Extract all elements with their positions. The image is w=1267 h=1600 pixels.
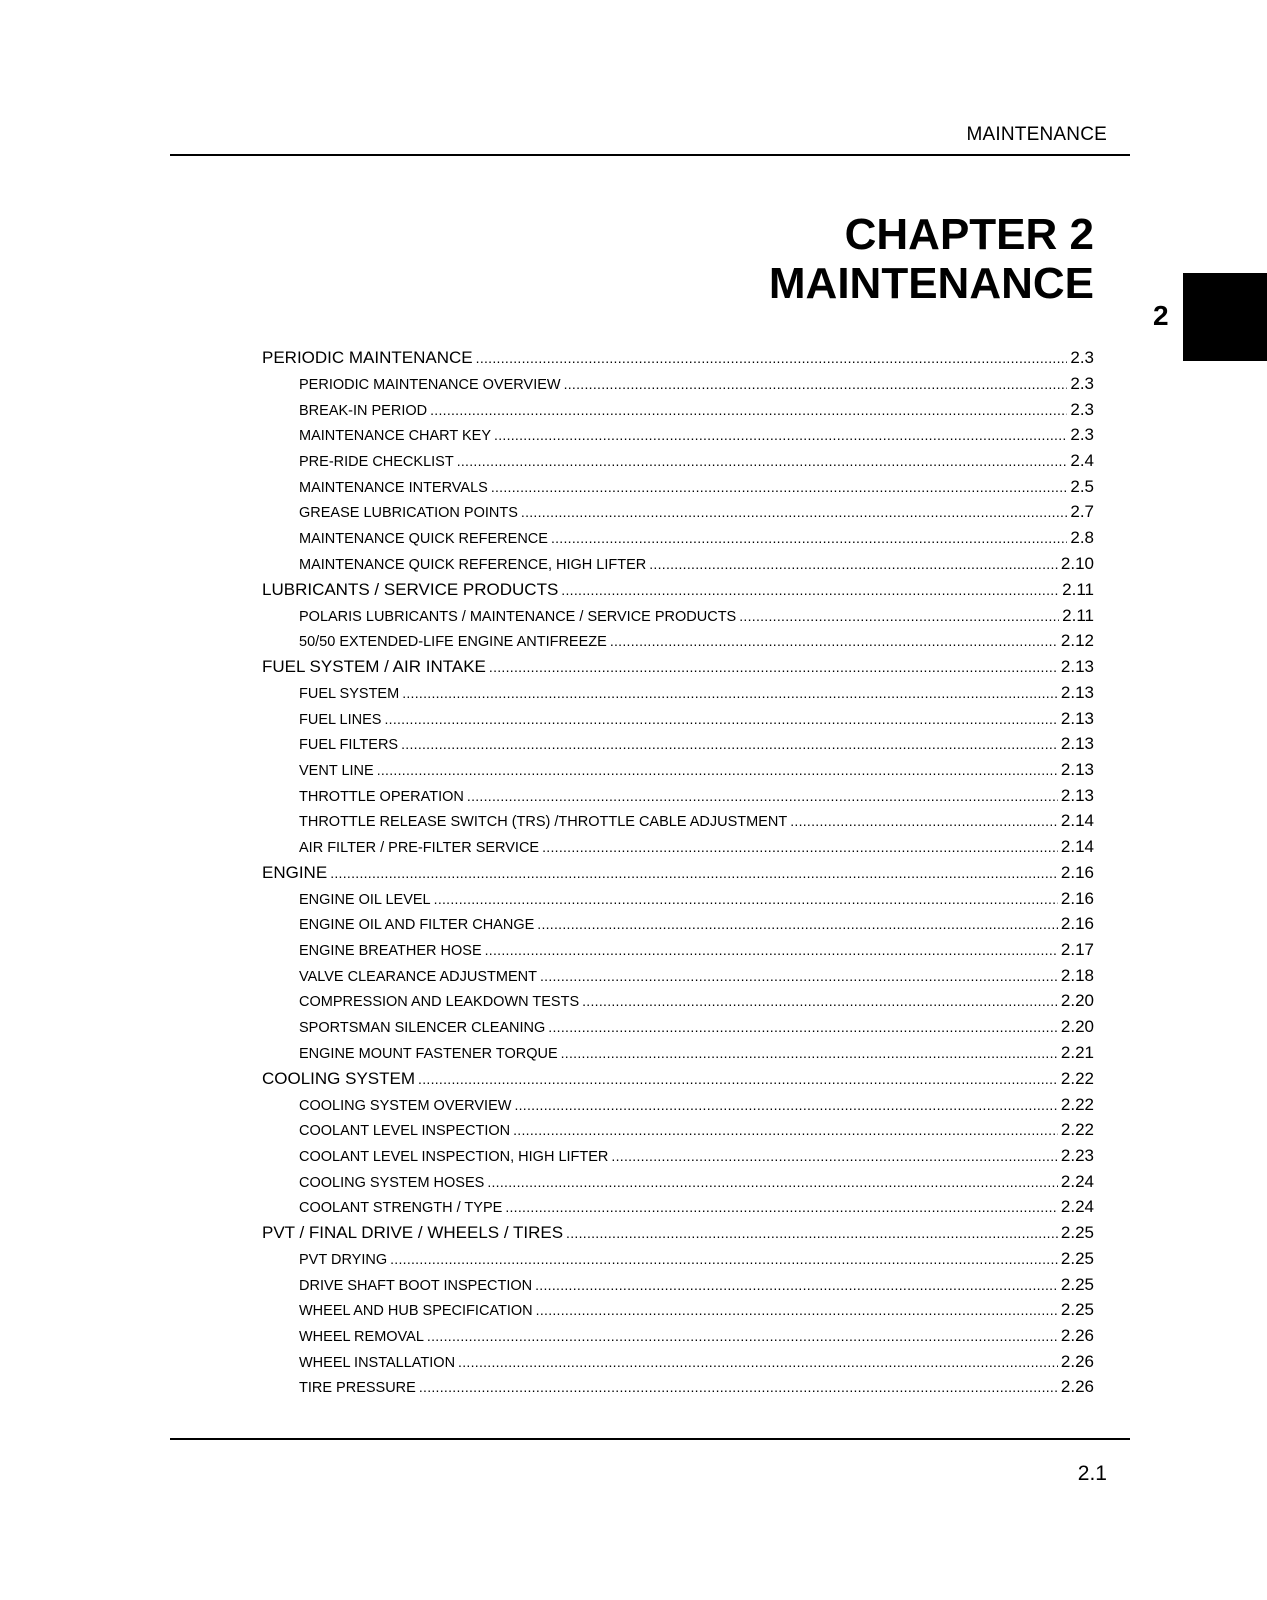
toc-entry-page: 2.25 bbox=[1060, 1300, 1094, 1320]
toc-subsection-entry[interactable] bbox=[262, 837, 1094, 863]
toc-dot-leader bbox=[536, 1302, 1058, 1319]
toc-entry-page: 2.25 bbox=[1060, 1248, 1094, 1268]
toc-dot-leader bbox=[330, 863, 1058, 883]
toc-subsection-entry[interactable] bbox=[262, 1275, 1094, 1301]
toc-subsection-entry[interactable] bbox=[262, 966, 1094, 992]
toc-entry-page: 2.20 bbox=[1060, 1017, 1094, 1037]
toc-subsection-entry[interactable] bbox=[262, 1172, 1094, 1198]
toc-entry-page: 2.13 bbox=[1060, 656, 1094, 676]
toc-entry-title: FUEL SYSTEM / AIR INTAKE bbox=[262, 656, 486, 676]
toc-dot-leader bbox=[434, 891, 1058, 908]
toc-dot-leader bbox=[384, 711, 1057, 728]
toc-entry-page: 2.22 bbox=[1060, 1094, 1094, 1114]
toc-entry-page: 2.13 bbox=[1060, 759, 1094, 779]
toc-entry-title: FUEL SYSTEM bbox=[299, 685, 400, 702]
toc-dot-leader bbox=[427, 1328, 1058, 1345]
toc-entry-title: SPORTSMAN SILENCER CLEANING bbox=[299, 1020, 546, 1037]
toc-subsection-entry[interactable] bbox=[262, 1326, 1094, 1352]
toc-dot-leader bbox=[551, 530, 1067, 547]
toc-entry-title: VENT LINE bbox=[299, 762, 374, 779]
running-header: MAINTENANCE bbox=[966, 124, 1107, 145]
toc-subsection-entry[interactable] bbox=[262, 1197, 1094, 1223]
toc-entry-title: THROTTLE OPERATION bbox=[299, 788, 464, 805]
toc-dot-leader bbox=[564, 376, 1068, 393]
toc-subsection-entry[interactable] bbox=[262, 811, 1094, 837]
chapter-name-line: MAINTENANCE bbox=[768, 259, 1094, 308]
toc-subsection-entry[interactable] bbox=[262, 400, 1094, 426]
toc-entry-title: MAINTENANCE CHART KEY bbox=[299, 428, 492, 445]
toc-entry-title: COMPRESSION AND LEAKDOWN TESTS bbox=[299, 994, 580, 1011]
toc-dot-leader bbox=[540, 968, 1058, 985]
toc-subsection-entry[interactable] bbox=[262, 502, 1094, 528]
toc-subsection-entry[interactable] bbox=[262, 606, 1094, 632]
toc-entry-title: COOLANT STRENGTH / TYPE bbox=[299, 1200, 503, 1217]
toc-dot-leader bbox=[487, 1174, 1058, 1191]
chapter-tab-marker bbox=[1183, 273, 1267, 361]
toc-entry-page: 2.13 bbox=[1060, 785, 1094, 805]
toc-subsection-entry[interactable] bbox=[262, 554, 1094, 580]
toc-entry-title: ENGINE MOUNT FASTENER TORQUE bbox=[299, 1045, 558, 1062]
toc-subsection-entry[interactable] bbox=[262, 914, 1094, 940]
toc-entry-title: LUBRICANTS / SERVICE PRODUCTS bbox=[262, 579, 559, 599]
toc-dot-leader bbox=[790, 813, 1058, 830]
table-of-contents bbox=[262, 348, 1094, 1403]
toc-entry-page: 2.22 bbox=[1060, 1068, 1094, 1088]
toc-entry-page: 2.14 bbox=[1060, 811, 1094, 831]
toc-dot-leader bbox=[610, 633, 1058, 650]
toc-entry-title: COOLING SYSTEM HOSES bbox=[299, 1174, 485, 1191]
toc-dot-leader bbox=[418, 1069, 1058, 1089]
toc-dot-leader bbox=[542, 839, 1058, 856]
toc-entry-title: AIR FILTER / PRE-FILTER SERVICE bbox=[299, 840, 540, 856]
toc-dot-leader bbox=[513, 1122, 1058, 1139]
toc-subsection-entry[interactable] bbox=[262, 683, 1094, 709]
toc-entry-page: 2.12 bbox=[1060, 631, 1094, 651]
toc-dot-leader bbox=[535, 1277, 1058, 1294]
toc-dot-leader bbox=[505, 1199, 1058, 1216]
toc-subsection-entry[interactable] bbox=[262, 1120, 1094, 1146]
toc-entry-page: 2.22 bbox=[1060, 1120, 1094, 1140]
toc-section-entry[interactable] bbox=[262, 348, 1094, 374]
toc-section-entry[interactable] bbox=[262, 1223, 1094, 1249]
toc-entry-title: MAINTENANCE QUICK REFERENCE bbox=[299, 531, 548, 548]
chapter-title bbox=[769, 210, 1094, 308]
toc-entry-page: 2.8 bbox=[1070, 528, 1094, 548]
toc-entry-title: GREASE LUBRICATION POINTS bbox=[299, 505, 518, 522]
toc-dot-leader bbox=[514, 1097, 1057, 1114]
toc-subsection-entry[interactable] bbox=[262, 374, 1094, 400]
toc-subsection-entry[interactable] bbox=[262, 1146, 1094, 1172]
toc-entry-title: PRE-RIDE CHECKLIST bbox=[299, 454, 454, 471]
toc-subsection-entry[interactable] bbox=[262, 734, 1094, 760]
toc-dot-leader bbox=[561, 580, 1059, 600]
toc-entry-page: 2.26 bbox=[1060, 1377, 1094, 1397]
toc-entry-title: BREAK-IN PERIOD bbox=[299, 402, 428, 419]
toc-entry-page: 2.21 bbox=[1060, 1042, 1094, 1062]
toc-entry-title: COOLANT LEVEL INSPECTION bbox=[299, 1123, 511, 1140]
toc-dot-leader bbox=[494, 427, 1067, 444]
toc-entry-title: ENGINE OIL AND FILTER CHANGE bbox=[299, 917, 535, 934]
toc-entry-page: 2.24 bbox=[1060, 1197, 1094, 1217]
toc-dot-leader bbox=[582, 993, 1058, 1010]
toc-entry-page: 2.3 bbox=[1070, 425, 1094, 445]
toc-dot-leader bbox=[611, 1148, 1058, 1165]
chapter-number-line: CHAPTER 2 bbox=[844, 210, 1094, 259]
toc-entry-page: 2.3 bbox=[1070, 348, 1094, 367]
toc-entry-page: 2.25 bbox=[1060, 1222, 1094, 1242]
toc-dot-leader bbox=[402, 685, 1058, 702]
toc-dot-leader bbox=[476, 348, 1068, 368]
toc-entry-page: 2.11 bbox=[1062, 579, 1094, 599]
toc-entry-title: COOLING SYSTEM bbox=[262, 1068, 416, 1088]
toc-entry-page: 2.16 bbox=[1060, 888, 1094, 908]
toc-subsection-entry[interactable] bbox=[262, 631, 1094, 657]
toc-entry-title: FUEL FILTERS bbox=[299, 737, 399, 754]
toc-entry-title: 50/50 EXTENDED-LIFE ENGINE ANTIFREEZE bbox=[299, 634, 607, 651]
toc-entry-title: PERIODIC MAINTENANCE OVERVIEW bbox=[299, 377, 561, 393]
toc-entry-page: 2.3 bbox=[1070, 399, 1094, 419]
toc-dot-leader bbox=[548, 1019, 1058, 1036]
toc-entry-title: COOLING SYSTEM OVERVIEW bbox=[299, 1097, 512, 1114]
toc-subsection-entry[interactable] bbox=[262, 477, 1094, 503]
toc-dot-leader bbox=[458, 1354, 1058, 1371]
toc-subsection-entry[interactable] bbox=[262, 786, 1094, 812]
toc-entry-page: 2.20 bbox=[1060, 991, 1094, 1011]
toc-entry-page: 2.10 bbox=[1060, 553, 1094, 573]
toc-entry-page: 2.17 bbox=[1060, 940, 1094, 960]
toc-entry-title: WHEEL AND HUB SPECIFICATION bbox=[299, 1303, 533, 1320]
toc-dot-leader bbox=[489, 657, 1058, 677]
toc-entry-page: 2.5 bbox=[1070, 476, 1094, 496]
toc-entry-title: ENGINE bbox=[262, 862, 328, 882]
toc-subsection-entry[interactable] bbox=[262, 1095, 1094, 1121]
toc-dot-leader bbox=[566, 1223, 1058, 1243]
toc-dot-leader bbox=[485, 942, 1058, 959]
header-rule bbox=[170, 154, 1130, 156]
toc-section-entry[interactable] bbox=[262, 863, 1094, 889]
toc-entry-title: TIRE PRESSURE bbox=[299, 1380, 416, 1397]
toc-entry-title: PVT DRYING bbox=[299, 1251, 388, 1268]
toc-dot-leader bbox=[401, 736, 1058, 753]
toc-entry-title: PERIODIC MAINTENANCE bbox=[262, 348, 473, 367]
toc-section-entry[interactable] bbox=[262, 657, 1094, 683]
toc-entry-page: 2.11 bbox=[1062, 605, 1094, 625]
toc-subsection-entry[interactable] bbox=[262, 940, 1094, 966]
toc-dot-leader bbox=[390, 1251, 1058, 1268]
toc-entry-page: 2.13 bbox=[1060, 734, 1094, 754]
toc-section-entry[interactable] bbox=[262, 580, 1094, 606]
toc-dot-leader bbox=[649, 556, 1058, 573]
toc-dot-leader bbox=[561, 1045, 1058, 1062]
toc-subsection-entry[interactable] bbox=[262, 1300, 1094, 1326]
toc-entry-page: 2.23 bbox=[1060, 1145, 1094, 1165]
toc-dot-leader bbox=[521, 504, 1067, 521]
toc-subsection-entry[interactable] bbox=[262, 528, 1094, 554]
toc-dot-leader bbox=[739, 608, 1059, 625]
chapter-tab-number: 2 bbox=[1153, 300, 1169, 331]
toc-entry-title: COOLANT LEVEL INSPECTION, HIGH LIFTER bbox=[299, 1148, 609, 1165]
footer-rule bbox=[170, 1438, 1130, 1440]
toc-dot-leader bbox=[377, 762, 1058, 779]
toc-section-entry[interactable] bbox=[262, 1069, 1094, 1095]
toc-entry-title: VALVE CLEARANCE ADJUSTMENT bbox=[299, 968, 537, 985]
toc-dot-leader bbox=[419, 1379, 1058, 1396]
toc-entry-title: MAINTENANCE INTERVALS bbox=[299, 479, 488, 496]
toc-entry-title: WHEEL REMOVAL bbox=[299, 1329, 424, 1345]
toc-subsection-entry[interactable] bbox=[262, 991, 1094, 1017]
toc-entry-title: THROTTLE RELEASE SWITCH (TRS) /THROTTLE CABLE ADJUSTMENT bbox=[299, 814, 788, 831]
toc-entry-page: 2.7 bbox=[1070, 502, 1094, 522]
toc-subsection-entry[interactable] bbox=[262, 889, 1094, 915]
page-number: 2.1 bbox=[1077, 1462, 1107, 1485]
toc-entry-page: 2.18 bbox=[1060, 965, 1094, 985]
toc-entry-title: ENGINE OIL LEVEL bbox=[299, 891, 431, 908]
toc-entry-page: 2.16 bbox=[1060, 862, 1094, 882]
toc-entry-title: WHEEL INSTALLATION bbox=[299, 1354, 456, 1371]
toc-subsection-entry[interactable] bbox=[262, 1377, 1094, 1403]
toc-entry-page: 2.26 bbox=[1060, 1326, 1094, 1345]
toc-subsection-entry[interactable] bbox=[262, 1017, 1094, 1043]
toc-entry-title: DRIVE SHAFT BOOT INSPECTION bbox=[299, 1277, 533, 1294]
toc-subsection-entry[interactable] bbox=[262, 1043, 1094, 1069]
toc-entry-page: 2.26 bbox=[1060, 1351, 1094, 1371]
toc-entry-page: 2.13 bbox=[1060, 682, 1094, 702]
toc-entry-title: ENGINE BREATHER HOSE bbox=[299, 943, 482, 960]
toc-dot-leader bbox=[430, 402, 1067, 419]
toc-entry-title: MAINTENANCE QUICK REFERENCE, HIGH LIFTER bbox=[299, 556, 647, 573]
toc-entry-page: 2.24 bbox=[1060, 1171, 1094, 1191]
toc-entry-page: 2.3 bbox=[1070, 374, 1094, 393]
toc-entry-page: 2.25 bbox=[1060, 1274, 1094, 1294]
toc-dot-leader bbox=[467, 788, 1058, 805]
toc-dot-leader bbox=[491, 479, 1068, 496]
toc-subsection-entry[interactable] bbox=[262, 425, 1094, 451]
toc-subsection-entry[interactable] bbox=[262, 760, 1094, 786]
toc-subsection-entry[interactable] bbox=[262, 709, 1094, 735]
toc-entry-page: 2.14 bbox=[1060, 837, 1094, 856]
toc-entry-title: FUEL LINES bbox=[299, 711, 382, 728]
toc-subsection-entry[interactable] bbox=[262, 451, 1094, 477]
toc-entry-title: PVT / FINAL DRIVE / WHEELS / TIRES bbox=[262, 1222, 564, 1242]
toc-subsection-entry[interactable] bbox=[262, 1352, 1094, 1378]
toc-dot-leader bbox=[457, 453, 1068, 470]
toc-entry-title: POLARIS LUBRICANTS / MAINTENANCE / SERVICE PRODUCTS bbox=[299, 608, 737, 625]
toc-entry-page: 2.4 bbox=[1070, 451, 1094, 471]
toc-dot-leader bbox=[537, 916, 1058, 933]
toc-subsection-entry[interactable] bbox=[262, 1249, 1094, 1275]
toc-entry-page: 2.16 bbox=[1060, 914, 1094, 934]
toc-entry-page: 2.13 bbox=[1060, 708, 1094, 728]
